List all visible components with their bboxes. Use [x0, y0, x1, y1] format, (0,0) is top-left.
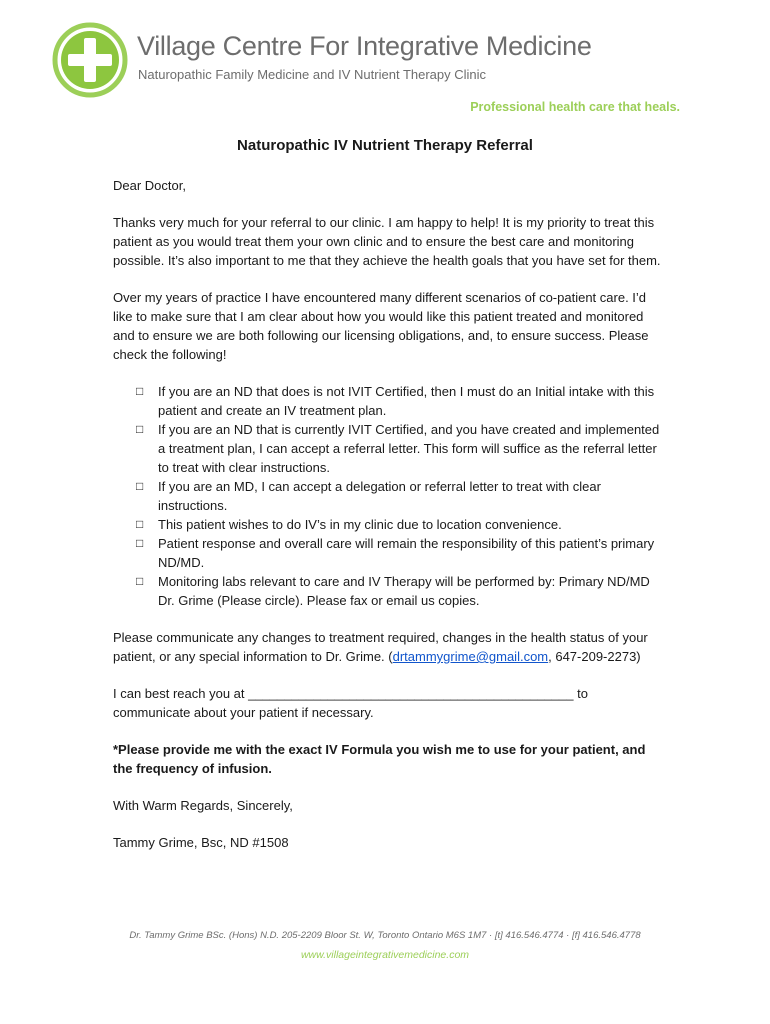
checklist-item-text: This patient wishes to do IV’s in my clinic due to location convenience. — [158, 517, 562, 532]
paragraph-reach — [113, 684, 663, 722]
checkbox[interactable]: □ — [136, 517, 144, 531]
checklist-item-text: If you are an ND that does is not IVIT Certified, then I must do an Initial intake with this patient and create an IV treatment plan. — [158, 384, 655, 418]
checklist-item-text: Monitoring labs relevant to care and IV Therapy will be performed by: Primary ND/MD Dr. Grime (Please circle). Please fax or email us copies. — [158, 574, 650, 608]
checklist-item — [136, 572, 663, 610]
salutation: Dear Doctor, — [113, 178, 186, 193]
checklist-item — [136, 420, 663, 477]
checklist-item-text: Patient response and overall care will remain the responsibility of this patient’s primary ND/MD. — [158, 536, 655, 570]
paragraph-intro: Thanks very much for your referral to our clinic. I am happy to help! It is my priority to treat this patient as you would treat them your own clinic and to ensure the best care and monitoring possible. It’s also important to me that they achieve the health goals that you have set for them. — [113, 215, 661, 268]
footer-address: Dr. Tammy Grime BSc. (Hons) N.D. 205-2209 Bloor St. W, Toronto Ontario M6S 1M7 · [t] 416.546.4774 · [f] 416.546.4778 — [129, 930, 641, 941]
checklist-item-text: If you are an MD, I can accept a delegation or referral letter to treat with clear instructions. — [158, 479, 601, 513]
phone-text: , 647-209-2273) — [548, 649, 641, 664]
checkbox[interactable]: □ — [136, 574, 144, 588]
paragraph-communicate — [113, 628, 663, 666]
org-name: Village Centre For Integrative Medicine — [137, 31, 592, 61]
checkbox[interactable]: □ — [136, 479, 144, 493]
green-cross-icon — [52, 22, 128, 98]
checkbox[interactable]: □ — [136, 384, 144, 398]
checklist-item — [136, 534, 663, 572]
page-title: Naturopathic IV Nutrient Therapy Referral — [237, 137, 533, 154]
checklist-item — [136, 382, 663, 420]
checklist — [113, 382, 663, 610]
checkbox[interactable]: □ — [136, 536, 144, 550]
website-link[interactable]: www.villageintegrativemedicine.com — [300, 949, 470, 961]
letter-body — [113, 176, 663, 870]
formula-note: *Please provide me with the exact IV Formula you wish me to use for your patient, and the frequency of infusion. — [113, 742, 646, 776]
checklist-item — [136, 477, 663, 515]
tagline: Professional health care that heals. — [470, 100, 680, 114]
reach-text-end: to communicate about your patient if necessary. — [113, 686, 588, 720]
paragraph-scenarios: Over my years of practice I have encountered many different scenarios of co-patient care. I’d like to make sure that I am clear about how you would like this patient treated and monitored and to ensure we are both following our licensing obligations, and, to ensure success. Please check the following! — [113, 290, 649, 362]
org-subtitle: Naturopathic Family Medicine and IV Nutrient Therapy Clinic — [138, 67, 487, 82]
reach-blank-field[interactable]: _____________________________________________ — [248, 686, 574, 701]
communicate-text: Please communicate any changes to treatment required, changes in the health status of your patient, or any special information to Dr. Grime. ( — [113, 630, 648, 664]
closing: With Warm Regards, Sincerely, — [113, 798, 293, 813]
checkbox[interactable]: □ — [136, 422, 144, 436]
email-link[interactable]: drtammygrime@gmail.com — [392, 649, 549, 664]
checklist-item-text: If you are an ND that is currently IVIT Certified, and you have created and implemented a treatment plan, I can accept a referral letter. This form will suffice as the referral letter to treat with clear instructions. — [158, 422, 660, 475]
reach-text: I can best reach you at — [113, 686, 249, 701]
checklist-item — [136, 515, 663, 534]
signature: Tammy Grime, Bsc, ND #1508 — [113, 835, 289, 850]
